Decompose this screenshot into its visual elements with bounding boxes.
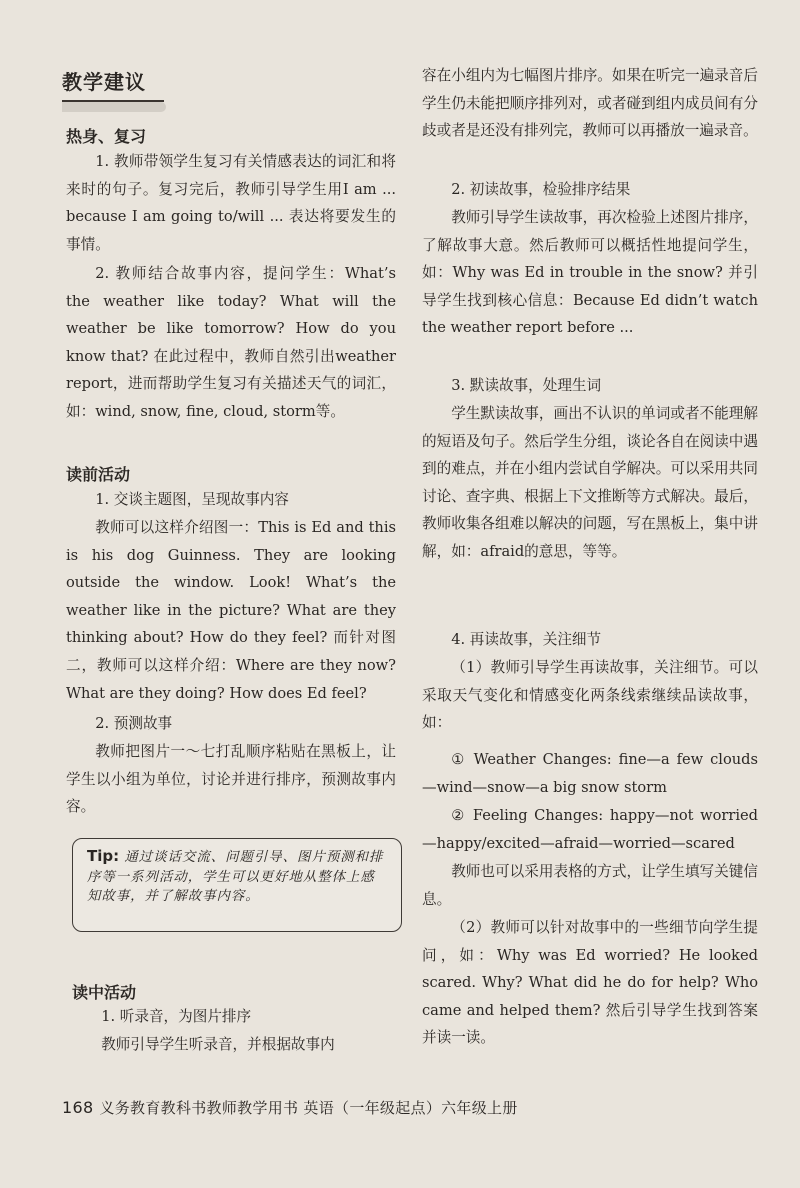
tip-label: Tip: — [87, 847, 120, 865]
right-step-3: 3. 默读故事，处理生词 — [451, 377, 602, 394]
pre-reading-heading: 读前活动 — [66, 465, 131, 484]
weather-changes: ① Weather Changes: fine—a few clouds—wind—snow—a big snow storm — [422, 751, 758, 796]
right-paragraph-3: 学生默读故事，画出不认识的单词或者不能理解的短语及句子。然后学生分组，谈论各自在阅读中遇到的难点，并在小组内尝试自学解决。可以采用共同讨论、查字典、根据上下文推断等方式解决。最后，教师收集各组难以解决的问题，写在黑板上，集中讲解，如：afraid的意思，等等。 — [422, 405, 758, 560]
right-paragraph-4b: 教师也可以采用表格的方式，让学生填写关键信息。 — [422, 863, 758, 908]
pre-reading-paragraph-2: 教师把图片一～七打乱顺序粘贴在黑板上，让学生以小组为单位，讨论并进行排序，预测故事内容。 — [66, 743, 396, 816]
right-paragraph-2: 教师引导学生读故事，再次检验上述图片排序，了解故事大意。然后教师可以概括性地提问学生，如：Why was Ed in trouble in the snow? 并引导学生找到核心信息：Because Ed didn’t watch the weather report before ... — [422, 209, 758, 337]
page-title: 教学建议 — [62, 70, 146, 94]
page-number: 168 — [62, 1098, 94, 1117]
title-band — [62, 102, 166, 112]
while-reading-paragraph-1: 教师引导学生听录音，并根据故事内 — [101, 1036, 335, 1053]
tip-text — [87, 847, 389, 907]
book-title: 义务教育教科书教师教学用书 英语（一年级起点）六年级上册 — [99, 1099, 518, 1117]
warmup-heading: 热身、复习 — [66, 127, 147, 146]
page-footer — [62, 1097, 518, 1118]
while-reading-heading: 读中活动 — [72, 983, 137, 1002]
feeling-changes: ② Feeling Changes: happy—not worried—happy/excited—afraid—worried—scared — [422, 807, 758, 852]
pre-reading-step-1: 1. 交谈主题图，呈现故事内容 — [95, 491, 289, 508]
right-paragraph-4c: （2）教师可以针对故事中的一些细节向学生提问，如：Why was Ed worried? He looked scared. Why? What did he do for help? Who came and helped them? 然后引导学生找到答案并读一读。 — [422, 919, 758, 1047]
right-paragraph-4a: （1）教师引导学生再读故事，关注细节。可以采取天气变化和情感变化两条线索继续品读故事，如： — [422, 659, 758, 732]
warmup-paragraph-2: 2. 教师结合故事内容，提问学生：What’s the weather like today? What will the weather be like tomorrow? How do you know that? 在此过程中，教师自然引出weather report，进而帮助学生复习有关描述天气的词汇，如：wind, snow, fine, cloud, storm等。 — [66, 265, 396, 420]
warmup-paragraph-1: 1. 教师带领学生复习有关情感表达的词汇和将来时的句子。复习完后，教师引导学生用I am ... because I am going to/will ... 表达将要发生的事情。 — [66, 153, 396, 253]
tip-box — [72, 838, 402, 932]
right-paragraph-0: 容在小组内为七幅图片排序。如果在听完一遍录音后学生仍未能把顺序排列对，或者碰到组内成员间有分歧或者是还没有排列完，教师可以再播放一遍录音。 — [422, 67, 758, 140]
while-reading-step-1: 1. 听录音，为图片排序 — [101, 1008, 252, 1025]
right-step-2: 2. 初读故事，检验排序结果 — [451, 181, 631, 198]
pre-reading-paragraph-1: 教师可以这样介绍图一：This is Ed and this is his dog Guinness. They are looking outside the window. Look! What’s the weather like in the picture? What are they thinking about? How do they feel? 而针对图二，教师可以这样介绍：Where are they now? What are they doing? How does Ed feel? — [66, 519, 396, 702]
pre-reading-step-2: 2. 预测故事 — [95, 715, 173, 732]
right-step-4: 4. 再读故事，关注细节 — [451, 631, 602, 648]
tip-body: 通过谈话交流、问题引导、图片预测和排序等一系列活动，学生可以更好地从整体上感知故事，并了解故事内容。 — [87, 850, 384, 904]
